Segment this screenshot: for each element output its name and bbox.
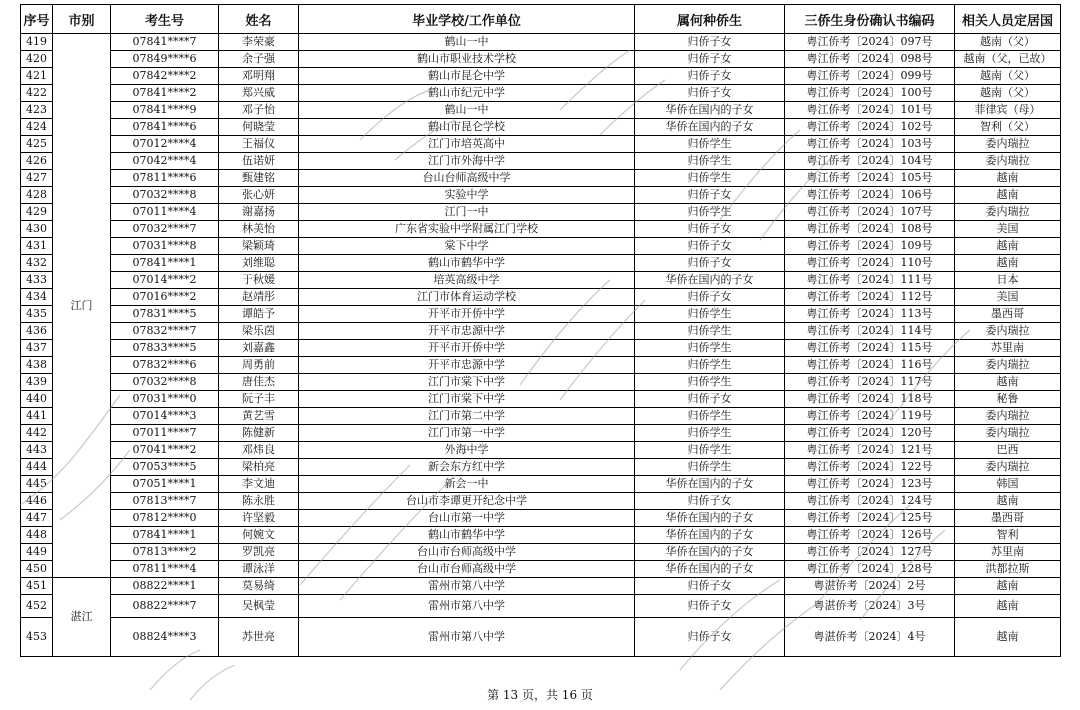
cell-seq: 450 [21, 561, 53, 578]
cell-category: 归侨学生 [635, 170, 785, 187]
cell-school: 棠下中学 [299, 238, 635, 255]
cell-category: 归侨子女 [635, 238, 785, 255]
cell-seq: 452 [21, 595, 53, 618]
cell-category: 归侨子女 [635, 187, 785, 204]
table-row [21, 442, 1061, 459]
cell-exam-no: 07032****8 [111, 187, 219, 204]
cell-name: 何晓莹 [219, 119, 299, 136]
cell-category: 归侨学生 [635, 323, 785, 340]
table-row [21, 170, 1061, 187]
cell-residence: 越南 [955, 578, 1061, 595]
table-row [21, 595, 1061, 618]
cell-cert: 粤江侨考〔2024〕104号 [785, 153, 955, 170]
cell-cert: 粤江侨考〔2024〕121号 [785, 442, 955, 459]
cell-residence: 委内瑞拉 [955, 459, 1061, 476]
cell-seq: 426 [21, 153, 53, 170]
cell-school: 雷州市第八中学 [299, 578, 635, 595]
cell-category: 华侨在国内的子女 [635, 272, 785, 289]
cell-exam-no: 07032****7 [111, 221, 219, 238]
cell-category: 归侨学生 [635, 425, 785, 442]
cell-residence: 日本 [955, 272, 1061, 289]
cell-exam-no: 07841****1 [111, 527, 219, 544]
cell-seq: 436 [21, 323, 53, 340]
cell-school: 鹤山市鹤华中学 [299, 255, 635, 272]
cell-residence: 越南 [955, 255, 1061, 272]
cell-cert: 粤江侨考〔2024〕103号 [785, 136, 955, 153]
cell-category: 归侨学生 [635, 357, 785, 374]
cell-name: 谭泳洋 [219, 561, 299, 578]
cell-school: 开平市开侨中学 [299, 306, 635, 323]
table-row [21, 425, 1061, 442]
cell-residence: 越南 [955, 374, 1061, 391]
cell-school: 鹤山一中 [299, 34, 635, 51]
cell-cert: 粤江侨考〔2024〕118号 [785, 391, 955, 408]
table-body [21, 34, 1061, 657]
cell-school: 新会东方红中学 [299, 459, 635, 476]
cell-residence: 委内瑞拉 [955, 425, 1061, 442]
cell-seq: 446 [21, 493, 53, 510]
cell-seq: 428 [21, 187, 53, 204]
cell-category: 归侨学生 [635, 136, 785, 153]
cell-cert: 粤江侨考〔2024〕117号 [785, 374, 955, 391]
cell-seq: 423 [21, 102, 53, 119]
cell-exam-no: 07053****5 [111, 459, 219, 476]
cell-exam-no: 07011****7 [111, 425, 219, 442]
cell-cert: 粤江侨考〔2024〕101号 [785, 102, 955, 119]
cell-cert: 粤江侨考〔2024〕124号 [785, 493, 955, 510]
table-row [21, 85, 1061, 102]
table-row [21, 34, 1061, 51]
cell-seq: 453 [21, 618, 53, 657]
cell-cert: 粤江侨考〔2024〕113号 [785, 306, 955, 323]
cell-category: 归侨子女 [635, 221, 785, 238]
table-row [21, 618, 1061, 657]
header-residence: 相关人员定居国 [955, 5, 1061, 34]
cell-seq: 430 [21, 221, 53, 238]
cell-exam-no: 07012****4 [111, 136, 219, 153]
cell-seq: 439 [21, 374, 53, 391]
header-cert: 三侨生身份确认书编码 [785, 5, 955, 34]
cell-exam-no: 07832****6 [111, 357, 219, 374]
cell-name: 余子强 [219, 51, 299, 68]
cell-school: 广东省实验中学附属江门学校 [299, 221, 635, 238]
cell-residence: 越南（父，已故） [955, 51, 1061, 68]
cell-school: 江门市体育运动学校 [299, 289, 635, 306]
cell-cert: 粤江侨考〔2024〕098号 [785, 51, 955, 68]
table-row [21, 306, 1061, 323]
cell-category: 归侨学生 [635, 306, 785, 323]
cell-residence: 越南（父） [955, 34, 1061, 51]
header-name: 姓名 [219, 5, 299, 34]
cell-category: 华侨在国内的子女 [635, 527, 785, 544]
cell-name: 黄艺雪 [219, 408, 299, 425]
cell-name: 王福仪 [219, 136, 299, 153]
cell-school: 实验中学 [299, 187, 635, 204]
cell-cert: 粤江侨考〔2024〕126号 [785, 527, 955, 544]
cell-category: 归侨子女 [635, 618, 785, 657]
cell-residence: 越南 [955, 238, 1061, 255]
cell-seq: 422 [21, 85, 53, 102]
table-row [21, 51, 1061, 68]
table-row [21, 374, 1061, 391]
cell-seq: 440 [21, 391, 53, 408]
cell-cert: 粤江侨考〔2024〕111号 [785, 272, 955, 289]
cell-residence: 美国 [955, 221, 1061, 238]
cell-seq: 434 [21, 289, 53, 306]
cell-seq: 447 [21, 510, 53, 527]
cell-name: 林美怡 [219, 221, 299, 238]
cell-name: 谢嘉扬 [219, 204, 299, 221]
cell-category: 归侨子女 [635, 85, 785, 102]
cell-name: 苏世亮 [219, 618, 299, 657]
cell-residence: 苏里南 [955, 544, 1061, 561]
cell-exam-no: 07016****2 [111, 289, 219, 306]
cell-name: 许坚毅 [219, 510, 299, 527]
cell-school: 江门市外海中学 [299, 153, 635, 170]
cell-exam-no: 07833****5 [111, 340, 219, 357]
cell-cert: 粤江侨考〔2024〕097号 [785, 34, 955, 51]
cell-school: 台山市台师高级中学 [299, 544, 635, 561]
cell-category: 归侨学生 [635, 374, 785, 391]
table-row [21, 408, 1061, 425]
cell-seq: 429 [21, 204, 53, 221]
cell-category: 归侨子女 [635, 595, 785, 618]
cell-name: 梁乐茵 [219, 323, 299, 340]
cell-exam-no: 07831****5 [111, 306, 219, 323]
cell-seq: 448 [21, 527, 53, 544]
cell-name: 甄建铭 [219, 170, 299, 187]
cell-seq: 420 [21, 51, 53, 68]
cell-exam-no: 07011****4 [111, 204, 219, 221]
cell-seq: 443 [21, 442, 53, 459]
cell-city: 湛江 [53, 578, 111, 657]
cell-cert: 粤江侨考〔2024〕123号 [785, 476, 955, 493]
cell-school: 江门一中 [299, 204, 635, 221]
cell-school: 外海中学 [299, 442, 635, 459]
cell-school: 江门市第一中学 [299, 425, 635, 442]
cell-cert: 粤江侨考〔2024〕127号 [785, 544, 955, 561]
cell-exam-no: 07042****4 [111, 153, 219, 170]
cell-residence: 墨西哥 [955, 510, 1061, 527]
cell-school: 鹤山市昆仑中学 [299, 68, 635, 85]
cell-school: 雷州市第八中学 [299, 618, 635, 657]
cell-exam-no: 07813****7 [111, 493, 219, 510]
cell-residence: 越南 [955, 187, 1061, 204]
cell-name: 何婉文 [219, 527, 299, 544]
cell-city: 江门 [53, 34, 111, 578]
cell-name: 李文迪 [219, 476, 299, 493]
cell-seq: 438 [21, 357, 53, 374]
cell-seq: 437 [21, 340, 53, 357]
cell-category: 归侨学生 [635, 340, 785, 357]
cell-name: 伍诺妍 [219, 153, 299, 170]
table-row [21, 578, 1061, 595]
cell-cert: 粤江侨考〔2024〕108号 [785, 221, 955, 238]
table-row [21, 255, 1061, 272]
table-row [21, 476, 1061, 493]
cell-seq: 435 [21, 306, 53, 323]
cell-school: 江门市培英高中 [299, 136, 635, 153]
cell-category: 归侨学生 [635, 204, 785, 221]
cell-cert: 粤江侨考〔2024〕120号 [785, 425, 955, 442]
cell-residence: 洪都拉斯 [955, 561, 1061, 578]
cell-name: 邓明翔 [219, 68, 299, 85]
cell-seq: 442 [21, 425, 53, 442]
cell-category: 归侨子女 [635, 68, 785, 85]
cell-name: 李荣豪 [219, 34, 299, 51]
cell-residence: 智利（父） [955, 119, 1061, 136]
cell-cert: 粤江侨考〔2024〕110号 [785, 255, 955, 272]
cell-cert: 粤江侨考〔2024〕112号 [785, 289, 955, 306]
cell-residence: 越南（父） [955, 85, 1061, 102]
cell-exam-no: 07841****1 [111, 255, 219, 272]
page-footer: 第 13 页，共 16 页 [487, 688, 593, 702]
cell-school: 鹤山市职业技术学校 [299, 51, 635, 68]
cell-residence: 智利 [955, 527, 1061, 544]
header-school: 毕业学校/工作单位 [299, 5, 635, 34]
cell-cert: 粤江侨考〔2024〕109号 [785, 238, 955, 255]
cell-exam-no: 07832****7 [111, 323, 219, 340]
cell-school: 台山市李谭更开纪念中学 [299, 493, 635, 510]
cell-cert: 粤江侨考〔2024〕128号 [785, 561, 955, 578]
roster-table [20, 4, 1061, 657]
cell-residence: 越南 [955, 595, 1061, 618]
cell-exam-no: 07841****7 [111, 34, 219, 51]
cell-residence: 秘鲁 [955, 391, 1061, 408]
cell-exam-no: 07051****1 [111, 476, 219, 493]
cell-seq: 419 [21, 34, 53, 51]
cell-cert: 粤湛侨考〔2024〕2号 [785, 578, 955, 595]
cell-seq: 445 [21, 476, 53, 493]
cell-cert: 粤江侨考〔2024〕116号 [785, 357, 955, 374]
cell-name: 郑兴威 [219, 85, 299, 102]
cell-seq: 444 [21, 459, 53, 476]
cell-exam-no: 07032****8 [111, 374, 219, 391]
cell-exam-no: 07811****6 [111, 170, 219, 187]
cell-cert: 粤江侨考〔2024〕102号 [785, 119, 955, 136]
cell-school: 雷州市第八中学 [299, 595, 635, 618]
cell-exam-no: 07841****6 [111, 119, 219, 136]
cell-exam-no: 08824****3 [111, 618, 219, 657]
table-row [21, 119, 1061, 136]
cell-exam-no: 08822****7 [111, 595, 219, 618]
cell-cert: 粤江侨考〔2024〕106号 [785, 187, 955, 204]
cell-category: 华侨在国内的子女 [635, 510, 785, 527]
cell-school: 开平市忠源中学 [299, 323, 635, 340]
cell-residence: 墨西哥 [955, 306, 1061, 323]
cell-cert: 粤江侨考〔2024〕099号 [785, 68, 955, 85]
cell-seq: 449 [21, 544, 53, 561]
cell-category: 华侨在国内的子女 [635, 119, 785, 136]
cell-category: 归侨子女 [635, 289, 785, 306]
table-row [21, 272, 1061, 289]
cell-school: 江门市棠下中学 [299, 391, 635, 408]
cell-school: 台山台师高级中学 [299, 170, 635, 187]
cell-residence: 越南（父） [955, 68, 1061, 85]
cell-category: 华侨在国内的子女 [635, 544, 785, 561]
cell-seq: 424 [21, 119, 53, 136]
cell-exam-no: 07842****2 [111, 68, 219, 85]
header-seq: 序号 [21, 5, 53, 34]
cell-cert: 粤江侨考〔2024〕125号 [785, 510, 955, 527]
cell-school: 新会一中 [299, 476, 635, 493]
cell-exam-no: 07849****6 [111, 51, 219, 68]
cell-residence: 美国 [955, 289, 1061, 306]
cell-name: 唐佳杰 [219, 374, 299, 391]
cell-name: 刘维聪 [219, 255, 299, 272]
cell-residence: 越南 [955, 493, 1061, 510]
cell-cert: 粤湛侨考〔2024〕4号 [785, 618, 955, 657]
cell-residence: 委内瑞拉 [955, 408, 1061, 425]
cell-name: 邓炜良 [219, 442, 299, 459]
cell-school: 台山市台师高级中学 [299, 561, 635, 578]
cell-residence: 巴西 [955, 442, 1061, 459]
cell-category: 归侨学生 [635, 153, 785, 170]
cell-exam-no: 07014****3 [111, 408, 219, 425]
cell-seq: 432 [21, 255, 53, 272]
cell-school: 江门市棠下中学 [299, 374, 635, 391]
cell-cert: 粤江侨考〔2024〕122号 [785, 459, 955, 476]
table-row [21, 221, 1061, 238]
table-row [21, 527, 1061, 544]
cell-exam-no: 07841****2 [111, 85, 219, 102]
cell-residence: 越南 [955, 618, 1061, 657]
cell-school: 江门市第二中学 [299, 408, 635, 425]
table-row [21, 323, 1061, 340]
cell-name: 刘嘉鑫 [219, 340, 299, 357]
cell-category: 华侨在国内的子女 [635, 102, 785, 119]
cell-seq: 431 [21, 238, 53, 255]
table-row [21, 391, 1061, 408]
cell-exam-no: 07812****0 [111, 510, 219, 527]
cell-seq: 433 [21, 272, 53, 289]
cell-name: 梁柏亮 [219, 459, 299, 476]
table-row [21, 544, 1061, 561]
cell-residence: 委内瑞拉 [955, 357, 1061, 374]
cell-cert: 粤江侨考〔2024〕114号 [785, 323, 955, 340]
cell-category: 华侨在国内的子女 [635, 561, 785, 578]
table-row [21, 136, 1061, 153]
cell-exam-no: 07031****0 [111, 391, 219, 408]
header-row [21, 5, 1061, 34]
cell-name: 张心妍 [219, 187, 299, 204]
table-row [21, 459, 1061, 476]
cell-name: 吴枫莹 [219, 595, 299, 618]
header-category: 属何种侨生 [635, 5, 785, 34]
cell-name: 于秋媛 [219, 272, 299, 289]
cell-category: 归侨子女 [635, 578, 785, 595]
cell-residence: 委内瑞拉 [955, 153, 1061, 170]
cell-school: 开平市开侨中学 [299, 340, 635, 357]
table-row [21, 340, 1061, 357]
table-row [21, 561, 1061, 578]
table-row [21, 289, 1061, 306]
cell-cert: 粤江侨考〔2024〕115号 [785, 340, 955, 357]
cell-school: 鹤山一中 [299, 102, 635, 119]
cell-exam-no: 08822****1 [111, 578, 219, 595]
cell-exam-no: 07041****2 [111, 442, 219, 459]
cell-name: 罗凯亮 [219, 544, 299, 561]
cell-cert: 粤湛侨考〔2024〕3号 [785, 595, 955, 618]
cell-seq: 441 [21, 408, 53, 425]
cell-school: 台山市第一中学 [299, 510, 635, 527]
cell-school: 培英高级中学 [299, 272, 635, 289]
header-exam-no: 考生号 [111, 5, 219, 34]
cell-category: 归侨子女 [635, 391, 785, 408]
table-row [21, 187, 1061, 204]
cell-exam-no: 07014****2 [111, 272, 219, 289]
cell-cert: 粤江侨考〔2024〕100号 [785, 85, 955, 102]
cell-residence: 菲律宾（母） [955, 102, 1061, 119]
cell-name: 阮子丰 [219, 391, 299, 408]
table-row [21, 204, 1061, 221]
table-row [21, 493, 1061, 510]
cell-exam-no: 07031****8 [111, 238, 219, 255]
cell-seq: 451 [21, 578, 53, 595]
cell-seq: 421 [21, 68, 53, 85]
cell-residence: 苏里南 [955, 340, 1061, 357]
cell-category: 归侨子女 [635, 51, 785, 68]
cell-school: 鹤山市纪元中学 [299, 85, 635, 102]
cell-category: 归侨子女 [635, 493, 785, 510]
table-row [21, 68, 1061, 85]
table-row [21, 153, 1061, 170]
cell-category: 归侨学生 [635, 408, 785, 425]
header-city: 市别 [53, 5, 111, 34]
cell-cert: 粤江侨考〔2024〕107号 [785, 204, 955, 221]
cell-seq: 425 [21, 136, 53, 153]
cell-category: 归侨子女 [635, 34, 785, 51]
cell-name: 周勇前 [219, 357, 299, 374]
cell-name: 陈永胜 [219, 493, 299, 510]
table-row [21, 357, 1061, 374]
table-row [21, 102, 1061, 119]
table-row [21, 510, 1061, 527]
cell-residence: 越南 [955, 170, 1061, 187]
cell-exam-no: 07841****9 [111, 102, 219, 119]
cell-school: 开平市忠源中学 [299, 357, 635, 374]
cell-residence: 韩国 [955, 476, 1061, 493]
cell-category: 归侨子女 [635, 255, 785, 272]
cell-name: 赵靖彤 [219, 289, 299, 306]
cell-category: 归侨学生 [635, 459, 785, 476]
cell-school: 鹤山市昆仑学校 [299, 119, 635, 136]
cell-cert: 粤江侨考〔2024〕119号 [785, 408, 955, 425]
table-row [21, 238, 1061, 255]
cell-school: 鹤山市鹤华中学 [299, 527, 635, 544]
cell-name: 莫易绮 [219, 578, 299, 595]
cell-name: 邓子怡 [219, 102, 299, 119]
cell-exam-no: 07813****2 [111, 544, 219, 561]
cell-exam-no: 07811****4 [111, 561, 219, 578]
cell-cert: 粤江侨考〔2024〕105号 [785, 170, 955, 187]
cell-seq: 427 [21, 170, 53, 187]
cell-category: 归侨学生 [635, 442, 785, 459]
cell-residence: 委内瑞拉 [955, 204, 1061, 221]
cell-name: 谭皓予 [219, 306, 299, 323]
cell-category: 华侨在国内的子女 [635, 476, 785, 493]
cell-residence: 委内瑞拉 [955, 323, 1061, 340]
cell-name: 陈健新 [219, 425, 299, 442]
cell-name: 梁颖琦 [219, 238, 299, 255]
cell-residence: 委内瑞拉 [955, 136, 1061, 153]
